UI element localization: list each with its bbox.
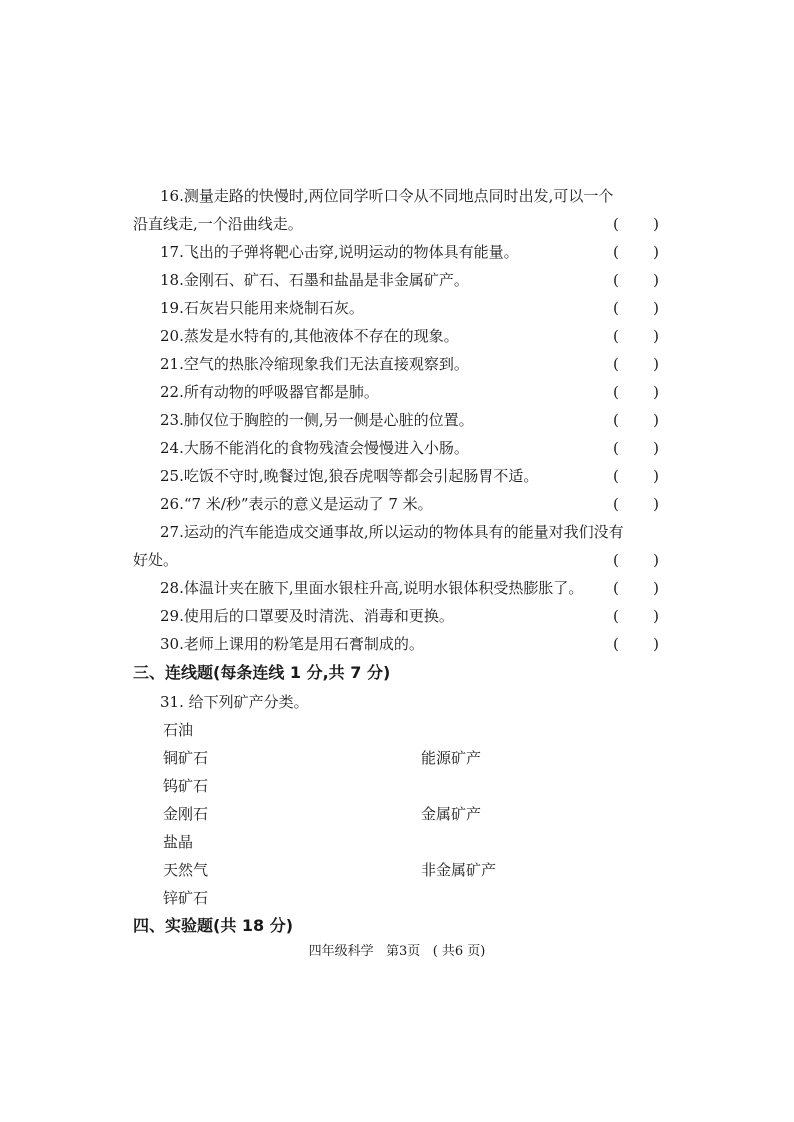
question-number: 20. [160,327,184,345]
question-number: 21. [160,355,184,373]
match-left-item[interactable]: 钨矿石 [163,777,209,795]
answer-paren[interactable]: ( ) [613,383,659,401]
question-21 [160,354,665,374]
question-number: 26. [160,495,184,513]
question-16-line1 [160,186,665,206]
section-4-title: 四、实验题(共 18 分) [133,916,294,935]
question-16-line2 [133,214,665,234]
question-29 [160,606,665,626]
match-right-item[interactable]: 金属矿产 [421,805,482,823]
match-left-item[interactable]: 金刚石 [163,805,209,823]
section-3-title: 三、连线题(每条连线 1 分,共 7 分) [133,663,391,682]
question-number: 29. [160,607,184,625]
answer-paren[interactable]: ( ) [613,439,659,457]
match-left-item[interactable]: 铜矿石 [163,749,209,767]
question-25 [160,466,665,486]
question-number: 19. [160,299,184,317]
question-number: 30. [160,635,184,653]
question-number: 23. [160,411,184,429]
question-text: 测量走路的快慢时,两位同学听口令从不同地点同时出发,可以一个 [183,187,614,205]
question-text: 老师上课用的粉笔是用石膏制成的。 [183,635,424,653]
question-text: 体温计夹在腋下,里面水银柱升高,说明水银体积受热膨胀了。 [183,579,584,597]
question-24 [160,438,665,458]
answer-paren[interactable]: ( ) [613,243,659,261]
question-text: “7 米/秒”表示的意义是运动了 7 米。 [183,495,433,513]
match-left-item[interactable]: 锌矿石 [163,889,209,907]
match-left-item[interactable]: 盐晶 [163,833,194,851]
question-30 [160,634,665,654]
answer-paren[interactable]: ( ) [613,467,659,485]
question-text: 肺仅位于胸腔的一侧,另一侧是心脏的位置。 [183,411,474,429]
answer-paren[interactable]: ( ) [613,299,659,317]
question-text: 所有动物的呼吸器官都是肺。 [183,383,379,401]
question-23 [160,410,665,430]
question-text: 蒸发是水特有的,其他液体不存在的现象。 [183,327,459,345]
match-right-item[interactable]: 非金属矿产 [421,861,497,879]
question-27-line1 [160,522,665,542]
question-number: 17. [160,243,184,261]
question-19 [160,298,665,318]
question-text: 吃饭不守时,晚餐过饱,狼吞虎咽等都会引起肠胃不适。 [183,467,539,485]
question-text: 好处。 [133,551,179,569]
question-22 [160,382,665,402]
answer-paren[interactable]: ( ) [613,579,659,597]
question-text: 金刚石、矿石、石墨和盐晶是非金属矿产。 [183,271,469,289]
question-text: 石灰岩只能用来烧制石灰。 [183,299,364,317]
question-17 [160,242,665,262]
match-left-item[interactable]: 天然气 [163,861,209,879]
question-text: 运动的汽车能造成交通事故,所以运动的物体具有的能量对我们没有 [183,523,624,541]
match-right-item[interactable]: 能源矿产 [421,749,482,767]
answer-paren[interactable]: ( ) [613,411,659,429]
question-31: 31. 给下列矿产分类。 [160,693,309,711]
question-text: 沿直线走,一个沿曲线走。 [133,215,303,233]
question-20 [160,326,665,346]
question-26 [160,494,665,514]
question-number: 24. [160,439,184,457]
page-footer: 四年级科学 第3页 ( 共6 页) [308,944,486,959]
match-left-item[interactable]: 石油 [163,721,194,739]
question-27-line2 [133,550,665,570]
answer-paren[interactable]: ( ) [613,635,659,653]
question-text: 使用后的口罩要及时清洗、消毒和更换。 [183,607,454,625]
question-28 [160,578,665,598]
answer-paren[interactable]: ( ) [613,215,659,233]
answer-paren[interactable]: ( ) [613,551,659,569]
answer-paren[interactable]: ( ) [613,355,659,373]
question-number: 18. [160,271,184,289]
question-number: 25. [160,467,184,485]
question-number: 22. [160,383,184,401]
answer-paren[interactable]: ( ) [613,327,659,345]
question-18 [160,270,665,290]
question-number: 27. [160,523,184,541]
question-text: 空气的热胀冷缩现象我们无法直接观察到。 [183,355,469,373]
question-text: 大肠不能消化的食物残渣会慢慢进入小肠。 [183,439,469,457]
question-number: 16. [160,187,184,205]
question-number: 28. [160,579,184,597]
answer-paren[interactable]: ( ) [613,607,659,625]
question-text: 飞出的子弹将靶心击穿,说明运动的物体具有能量。 [183,243,519,261]
answer-paren[interactable]: ( ) [613,271,659,289]
answer-paren[interactable]: ( ) [613,495,659,513]
